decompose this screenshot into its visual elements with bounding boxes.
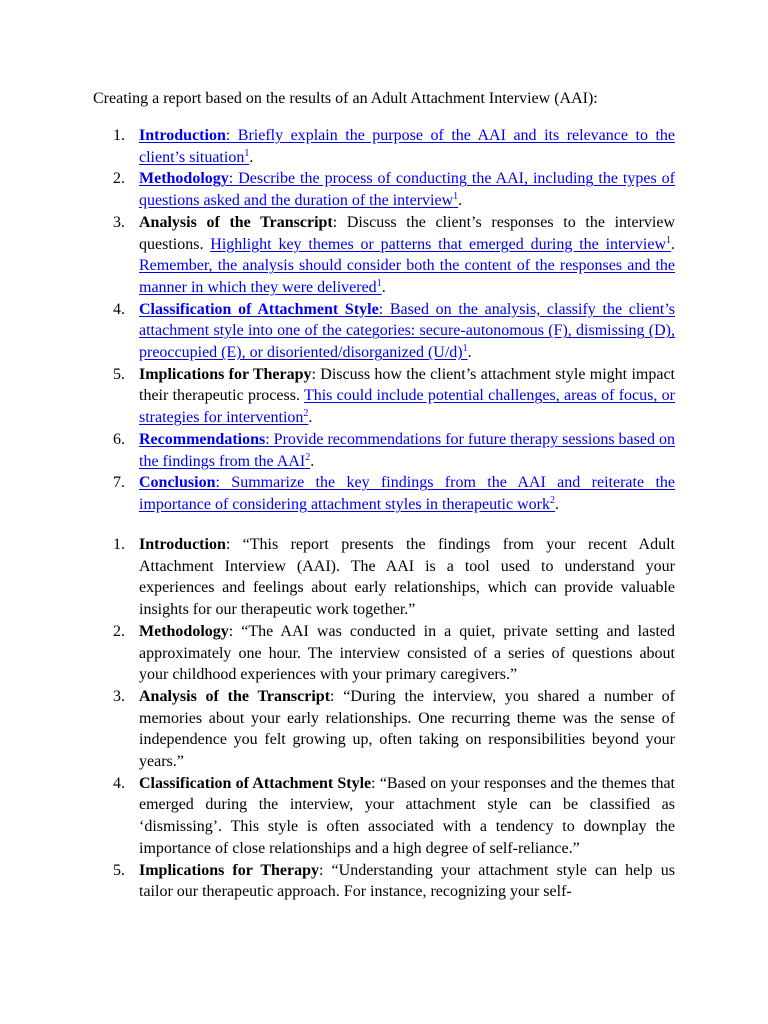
footnote-ref: 1 (376, 277, 382, 289)
outline-item-analysis (113, 212, 676, 299)
item-title: Introduction (139, 536, 226, 553)
item-text: : Briefly explain the purpose of the AAI and its relevance to the client’s situation (139, 127, 675, 166)
item-title: Implications for Therapy (139, 365, 312, 383)
item-separator: . (671, 235, 675, 253)
outline-link-recommendations[interactable] (139, 431, 675, 470)
report-item-classification (113, 773, 676, 860)
item-end: . (554, 495, 559, 513)
item-text: : “During the interview, you shared a number of memories about your early relationships. One recurring theme was the sense of independence you felt growing up, often taking on responsibilities beyond your years.” (139, 687, 676, 771)
item-text: : Describe the process of conducting the AAI, including the types of questions asked and the duration of the interview (139, 170, 675, 210)
footnote-ref: 1 (462, 343, 468, 355)
item-number: 1. (113, 536, 125, 553)
footnote-ref: 2 (305, 451, 311, 463)
item-title: Introduction (139, 127, 226, 144)
item-text: : Discuss the client’s responses to the interview questions. (139, 213, 676, 253)
report-item-introduction (113, 534, 675, 621)
outline-link-conclusion[interactable] (139, 474, 675, 513)
item-number: 2. (113, 622, 125, 640)
item-text: : “Based on your responses and the themes that emerged during the interview, your attachment style can be classified as ‘dismissing’. This style is often associated with a tendency to downplay the importance of close relationships and a high degree of self-reliance.” (139, 774, 676, 857)
link-text: This could include potential challenges, areas of focus, or strategies for intervention (139, 387, 676, 427)
item-title: Methodology (139, 170, 229, 188)
item-end: . (381, 278, 386, 296)
document-intro: Creating a report based on the results of an Adult Attachment Interview (AAI): (93, 90, 598, 107)
item-number: 4. (113, 774, 125, 792)
item-text: : “The AAI was conducted in a quiet, private setting and lasted approximately one hour. The interview consisted of a series of questions about your childhood experiences with your primary caregivers.” (139, 622, 675, 684)
item-title: Methodology (139, 622, 229, 640)
item-text: : Summarize the key findings from the AAI and reiterate the importance of considering attachment styles in therapeutic work (139, 474, 675, 513)
item-end: . (310, 452, 315, 470)
item-number: 3. (113, 687, 125, 705)
footnote-ref: 2 (303, 408, 309, 420)
outline-link-introduction[interactable] (139, 127, 675, 166)
item-text: : Provide recommendations for future therapy sessions based on the findings from the AAI (139, 430, 675, 470)
item-end: . (467, 344, 472, 362)
outline-item-conclusion (113, 472, 675, 515)
item-end: . (249, 148, 254, 166)
outline-item-methodology (113, 168, 675, 211)
link-text: Highlight key themes or patterns that emerged during the interview (210, 235, 666, 253)
footnote-ref: 1 (453, 191, 459, 203)
item-number: 4. (113, 300, 125, 318)
item-title: Analysis of the Transcript (139, 213, 333, 231)
item-title: Classification of Attachment Style (139, 774, 372, 792)
footnote-ref: 1 (666, 234, 671, 246)
item-title: Classification of Attachment Style (139, 300, 379, 318)
item-number: 5. (113, 861, 125, 879)
item-text: : Based on the analysis, classify the client’s attachment style into one of the categories: secure-autonomous (F), dismissing (D), preoccupied (E), or disoriented/disorganized (U/d) (139, 300, 675, 362)
item-title: Conclusion (139, 474, 216, 492)
item-title: Implications for Therapy (139, 861, 320, 879)
report-item-implications (113, 860, 675, 903)
report-item-analysis (113, 686, 676, 773)
item-title: Recommendations (139, 430, 266, 448)
item-text: : “This report presents the findings from your recent Adult Attachment Interview (AAI). The AAI is a tool used to understand your experiences and feelings about early relationships, which can provide valuable insights for our therapeutic work together.” (139, 536, 675, 619)
footnote-ref: 1 (244, 147, 250, 159)
item-end: . (308, 409, 313, 427)
report-item-methodology (113, 621, 675, 686)
item-number: 1. (113, 127, 125, 144)
footnote-ref: 2 (549, 494, 555, 506)
outline-item-classification (113, 299, 675, 364)
item-number: 6. (113, 430, 125, 448)
outline-list (113, 125, 676, 516)
item-number: 7. (113, 474, 125, 492)
outline-item-introduction (113, 125, 675, 168)
item-number: 5. (113, 365, 125, 383)
item-title: Analysis of the Transcript (139, 687, 331, 705)
outline-item-recommendations (113, 429, 675, 472)
outline-link-analysis-content[interactable] (139, 257, 675, 296)
link-text: Remember, the analysis should consider both the content of the responses and the manner in which they were delivered (139, 257, 675, 296)
item-number: 2. (113, 170, 125, 188)
outline-link-methodology[interactable] (139, 170, 675, 209)
item-number: 3. (113, 213, 125, 231)
item-text: : Discuss how the client’s attachment style might impact their therapeutic process. (139, 365, 675, 405)
outline-link-analysis-themes[interactable] (210, 236, 671, 253)
report-list (113, 534, 676, 903)
outline-link-classification[interactable] (139, 301, 675, 361)
outline-item-implications (113, 364, 676, 429)
item-text: : “Understanding your attachment style can help us tailor our therapeutic approach. For instance, recognizing your self- (139, 861, 675, 901)
item-end: . (458, 192, 463, 210)
